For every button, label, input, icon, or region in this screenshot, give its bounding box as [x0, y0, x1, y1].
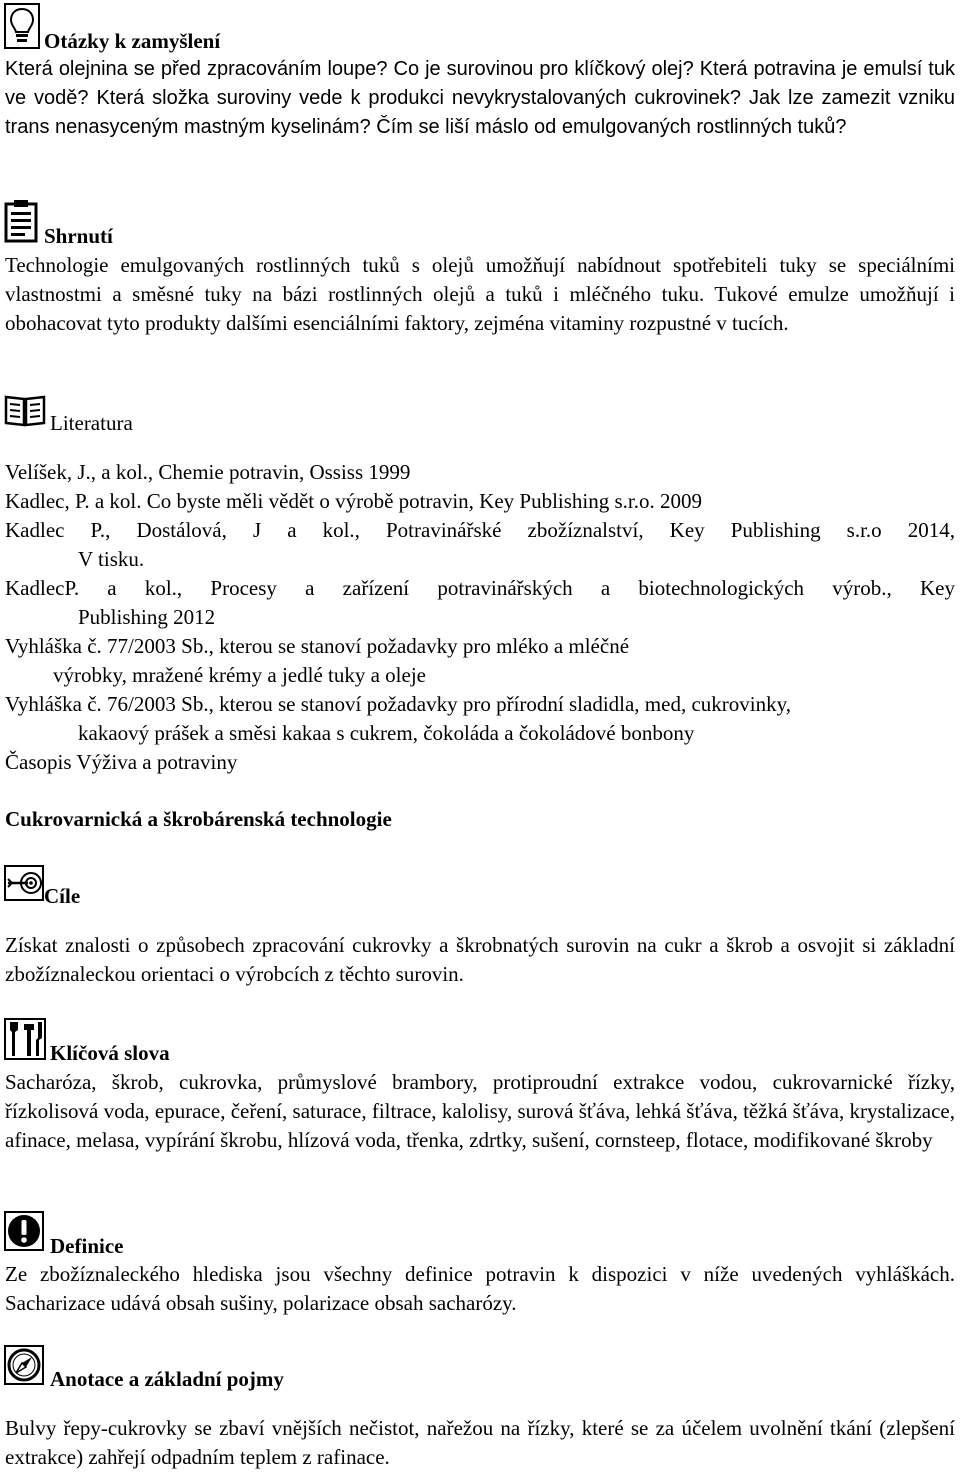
reference-item — [5, 516, 955, 574]
annotation-text: Bulvy řepy-cukrovky se zbaví vnějších nečistot, nařežou na řízky, které se za účelem uvolnění tkání (zlepšení extrakce) zahřejí odpadním teplem z rafinace. — [5, 1416, 955, 1469]
literature-heading: Literatura — [50, 411, 133, 435]
goals-heading: Cíle — [44, 884, 81, 908]
reference-line: Vyhláška č. 77/2003 Sb., kterou se stanoví požadavky pro mléko a mléčné — [5, 634, 630, 658]
questions-text: Která olejnina se před zpracováním loupe? Co je surovinou pro klíčkový olej? Která potravina je emulsí tuk ve vodě? Která složka suroviny vede k produkci nevykrystalovaných cukrovinek? Jak lze zamezit vzniku trans nenasyceným mastným kyselinám? Čím se liší máslo od emulgovaných rostlinných tuků? — [5, 58, 955, 138]
reference-line: KadlecP. a kol., Procesy a zařízení potravinářských a biotechnologických výrob., Key — [5, 576, 955, 600]
keywords-heading: Klíčová slova — [50, 1041, 170, 1065]
goals-text: Získat znalosti o způsobech zpracování cukrovky a škrobnatých surovin na cukr a škrob a osvojit si základní zbožíznaleckou orientaci o výrobcích z těchto surovin. — [5, 933, 955, 986]
reference-line-continued: V tisku. — [78, 547, 145, 571]
keywords-text: Sacharóza, škrob, cukrovka, průmyslové brambory, protiproudní extrakce vodou, cukrovarnické řízky, řízkolisová voda, epurace, čeření, saturace, filtrace, kalolisy, surová šťáva, lehká šťáva, těžká šťáva, krystalizace, afinace, melasa, vypírání škrobu, hlízová voda, třenka, zdrtky, sušení, cornsteep, flotace, modifikované škroby — [5, 1070, 955, 1152]
reference-line: Vyhláška č. 76/2003 Sb., kterou se stanoví požadavky pro přírodní sladidla, med, cukrovinky, — [5, 692, 791, 716]
lightbulb-icon — [4, 3, 40, 49]
reference-line-continued: kakaový prášek a směsi kakaa s cukrem, čokoláda a čokoládové bonbony — [78, 721, 695, 745]
definition-heading: Definice — [50, 1234, 124, 1258]
reference-item — [5, 458, 955, 487]
compass-icon — [4, 1345, 44, 1385]
annotation-heading: Anotace a základní pojmy — [50, 1367, 284, 1391]
reference-item — [5, 487, 955, 516]
reference-line-continued: Publishing 2012 — [78, 605, 216, 629]
reference-line: Časopis Výživa a potraviny — [5, 750, 238, 774]
clipboard-icon — [4, 199, 38, 243]
summary-heading: Shrnutí — [44, 224, 113, 248]
key-tools-icon — [4, 1018, 46, 1060]
definition-text: Ze zbožíznaleckého hlediska jsou všechny definice potravin k dispozici v níže uvedených vyhláškách. Sacharizace udává obsah sušiny, polarizace obsah sacharózy. — [5, 1262, 955, 1315]
reference-item — [5, 690, 955, 748]
summary-text: Technologie emulgovaných rostlinných tuků s olejů umožňují nabídnout spotřebiteli tuky se speciálními vlastnostmi a směsné tuky na bázi rostlinných olejů a tuků i mléčného tuku. Tukové emulze umožňují i obohacovat tyto produkty dalšími esenciálními faktory, zejména vitaminy rozpustné v tucích. — [5, 253, 955, 335]
questions-heading: Otázky k zamyšlení — [44, 29, 221, 53]
reference-item — [5, 632, 955, 690]
reference-item — [5, 574, 955, 632]
section-title: Cukrovarnická a škrobárenská technologie — [5, 807, 392, 831]
reference-item — [5, 748, 955, 777]
exclamation-icon — [4, 1211, 44, 1251]
target-arrow-icon — [4, 865, 44, 901]
open-book-icon — [4, 393, 46, 429]
reference-line: Kadlec, P. a kol. Co byste měli vědět o výrobě potravin, Key Publishing s.r.o. 2009 — [5, 489, 702, 513]
reference-line-continued: výrobky, mražené krémy a jedlé tuky a oleje — [53, 663, 426, 687]
reference-line: Velíšek, J., a kol., Chemie potravin, Ossiss 1999 — [5, 460, 411, 484]
reference-line: Kadlec P., Dostálová, J a kol., Potravinářské zbožíznalství, Key Publishing s.r.o 2014, — [5, 518, 955, 542]
